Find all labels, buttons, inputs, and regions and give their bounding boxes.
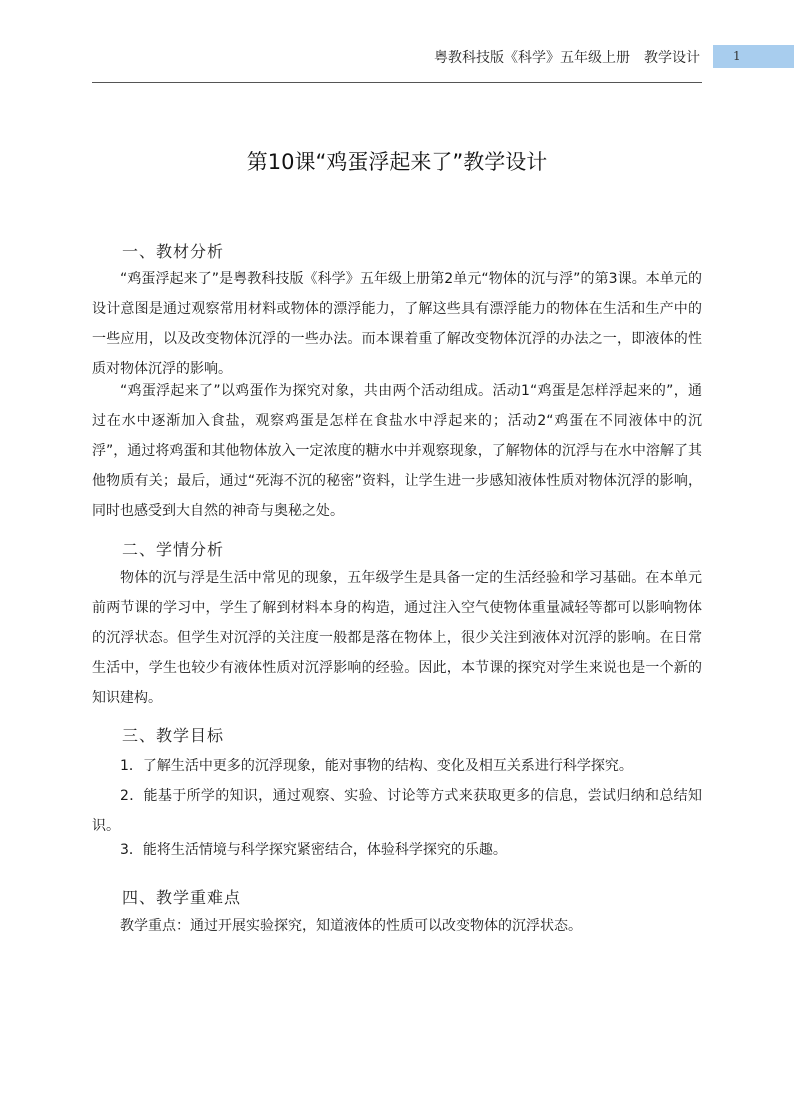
section-heading-student-analysis: 二、学情分析: [122, 540, 225, 559]
paragraph-textbook-analysis-2: “鸡蛋浮起来了”以鸡蛋作为探究对象，共由两个活动组成。活动1“鸡蛋是怎样浮起来的”，通过在水中逐渐加入食盐，观察鸡蛋是怎样在食盐水中浮起来的；活动2“鸡蛋在不同液体中的沉浮”，通过将鸡蛋和其他物体放入一定浓度的糖水中并观察现象，了解物体的沉浮与在水中溶解了其他物质有关；最后，通过“死海不沉的秘密”资料，让学生进一步感知液体性质对物体沉浮的影响，同时也感受到大自然的神奇与奥秘之处。: [92, 383, 702, 519]
document-title: 第10课“鸡蛋浮起来了”教学设计: [246, 150, 548, 174]
section-heading-teaching-objectives: 三、教学目标: [122, 726, 225, 745]
paragraph-teaching-key-point: 教学重点：通过开展实验探究，知道液体的性质可以改变物体的沉浮状态。: [120, 918, 582, 934]
paragraph-student-analysis: 物体的沉与浮是生活中常见的现象，五年级学生是具备一定的生活经验和学习基础。在本单元前两节课的学习中，学生了解到材料本身的构造，通过注入空气使物体重量减轻等都可以影响物体的沉浮状态。但学生对沉浮的关注度一般都是落在物体上，很少关注到液体对沉浮的影响。在日常生活中，学生也较少有液体性质对沉浮影响的经验。因此，本节课的探究对学生来说也是一个新的知识建构。: [92, 570, 702, 706]
page-number: 1: [733, 49, 741, 63]
objective-item-3: 3．能将生活情境与科学探究紧密结合，体验科学探究的乐趣。: [120, 842, 507, 858]
page-number-badge: [713, 45, 794, 68]
section-heading-key-difficulties: 四、教学重难点: [122, 888, 242, 907]
header-divider: [92, 82, 702, 83]
running-title: 粤教科技版《科学》五年级上册 教学设计: [434, 50, 700, 66]
paragraph-textbook-analysis-1: “鸡蛋浮起来了”是粤教科技版《科学》五年级上册第2单元“物体的沉与浮”的第3课。本单元的设计意图是通过观察常用材料或物体的漂浮能力，了解这些具有漂浮能力的物体在生活和生产中的一些应用，以及改变物体沉浮的一些办法。而本课着重了解改变物体沉浮的办法之一，即液体的性质对物体沉浮的影响。: [92, 271, 702, 377]
objective-item-2: 2．能基于所学的知识，通过观察、实验、讨论等方式来获取更多的信息，尝试归纳和总结知识。: [92, 788, 702, 834]
objective-item-1: 1．了解生活中更多的沉浮现象，能对事物的结构、变化及相互关系进行科学探究。: [120, 758, 633, 774]
section-heading-textbook-analysis: 一、教材分析: [122, 242, 225, 261]
